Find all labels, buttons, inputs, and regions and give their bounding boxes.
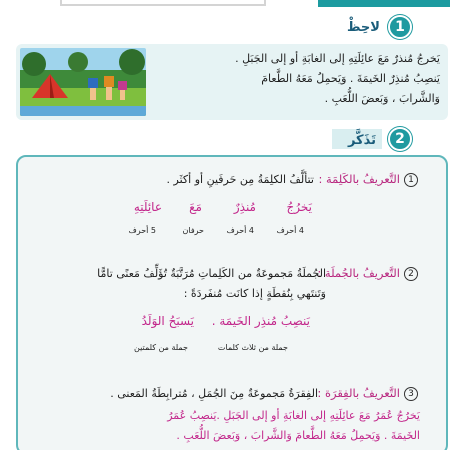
section-2-definition-line-1: الجُملَةُ مَجموعَةٌ من الكَلِماتِ مُرَتَّبَةٌ تُؤَلِّفُ مَعنًى تامًّا [97, 267, 326, 280]
camping-illustration [20, 48, 146, 116]
section-1-label [318, 172, 418, 187]
top-tab [318, 0, 450, 7]
section-3-example-line-1: يَخرُجُ عُمَرُ مَعَ عائِلَتِهِ إلى الغابَةِ أو إلى الجَبَلِ .يَنصِبُ عُمَرُ [167, 409, 420, 422]
section-1-note-4: 5 أحرف [128, 226, 156, 235]
section-2-note-1: جملة من ثلاث كلمات [217, 343, 288, 352]
section-number-badge: 1 [388, 15, 412, 39]
observe-line-1: يَخرجُ مُنذرٌ مَعَ عائِلَتِهِ إلى الغابَةِ أو إلى الجَبَلِ . [235, 52, 440, 65]
section-1-note-2: 4 أحرف [226, 226, 254, 235]
section-1-example-3: مَعَ [189, 200, 202, 214]
observe-line-2: يَنصِبُ مُنذِرٌ الخَيمَةَ . وَيَحمِلُ مَعَهُ الطَّعامَ [261, 72, 440, 85]
section-3-number: 3 [404, 387, 418, 401]
section-2-definition-line-2: وَتَنتَهي بِنُقطَةٍ إذا كانَت مُنفَردَةً : [183, 287, 326, 300]
section-1-note-1: 4 أحرف [276, 226, 304, 235]
section-1-example-2: مُنذِرٌ [233, 200, 256, 214]
section-1-example-4: عائِلَتِهِ [133, 200, 162, 214]
section-2-example-1: يَنصِبُ مُنذِر الخَيمَة . [211, 314, 310, 328]
section-3-label [317, 386, 418, 401]
section-1-label-text: التَّعريفُ بالكَلِمَة : [318, 172, 400, 186]
remember-title-bar [332, 129, 382, 149]
remember-title: تَذَكَّر [347, 133, 376, 148]
section-2-number: 2 [404, 267, 418, 281]
observe-line-3: وَالشَّرابَ ، وَبَعضَ اللُّعَبِ . [324, 92, 440, 105]
observe-text [152, 49, 440, 109]
family-camping-image [20, 48, 146, 116]
section-3-label-text: التَّعريفُ بالفِقرَة : [317, 386, 400, 400]
section-3-definition: الفِقرَةُ مَجموعَةٌ مِنَ الجُمَلِ ، مُترابِطَةُ المَعنى . [110, 387, 318, 400]
section-2-note-2: جملة من كلمتين [134, 343, 188, 352]
section-1-note-3: حرفان [182, 226, 204, 235]
section-2-example-2: يَسبَحُ الوَلَدُ [141, 314, 194, 328]
section-number-badge: 2 [388, 127, 412, 151]
section-3-example-line-2: الخَيمَةَ . وَيَحمِلُ مَعَهُ الطَّعامَ وَالشَّرابَ ، وَبَعضَ اللُّعَبِ . [176, 429, 420, 442]
section-1-definition: تتألَّفُ الكلِمَةُ مِن حَرفَينِ أو أكثَر . [166, 173, 314, 186]
section-1-number: 1 [404, 173, 418, 187]
observe-title: لاحِظْ [347, 19, 380, 35]
top-frame [60, 0, 266, 6]
section-1-example-1: يَخرُجُ [286, 200, 312, 214]
section-2-label [317, 266, 418, 281]
observe-heading [347, 14, 412, 40]
remember-heading [332, 126, 412, 152]
section-2-label-text: التَّعريفُ بالجُملَة : [317, 266, 400, 280]
